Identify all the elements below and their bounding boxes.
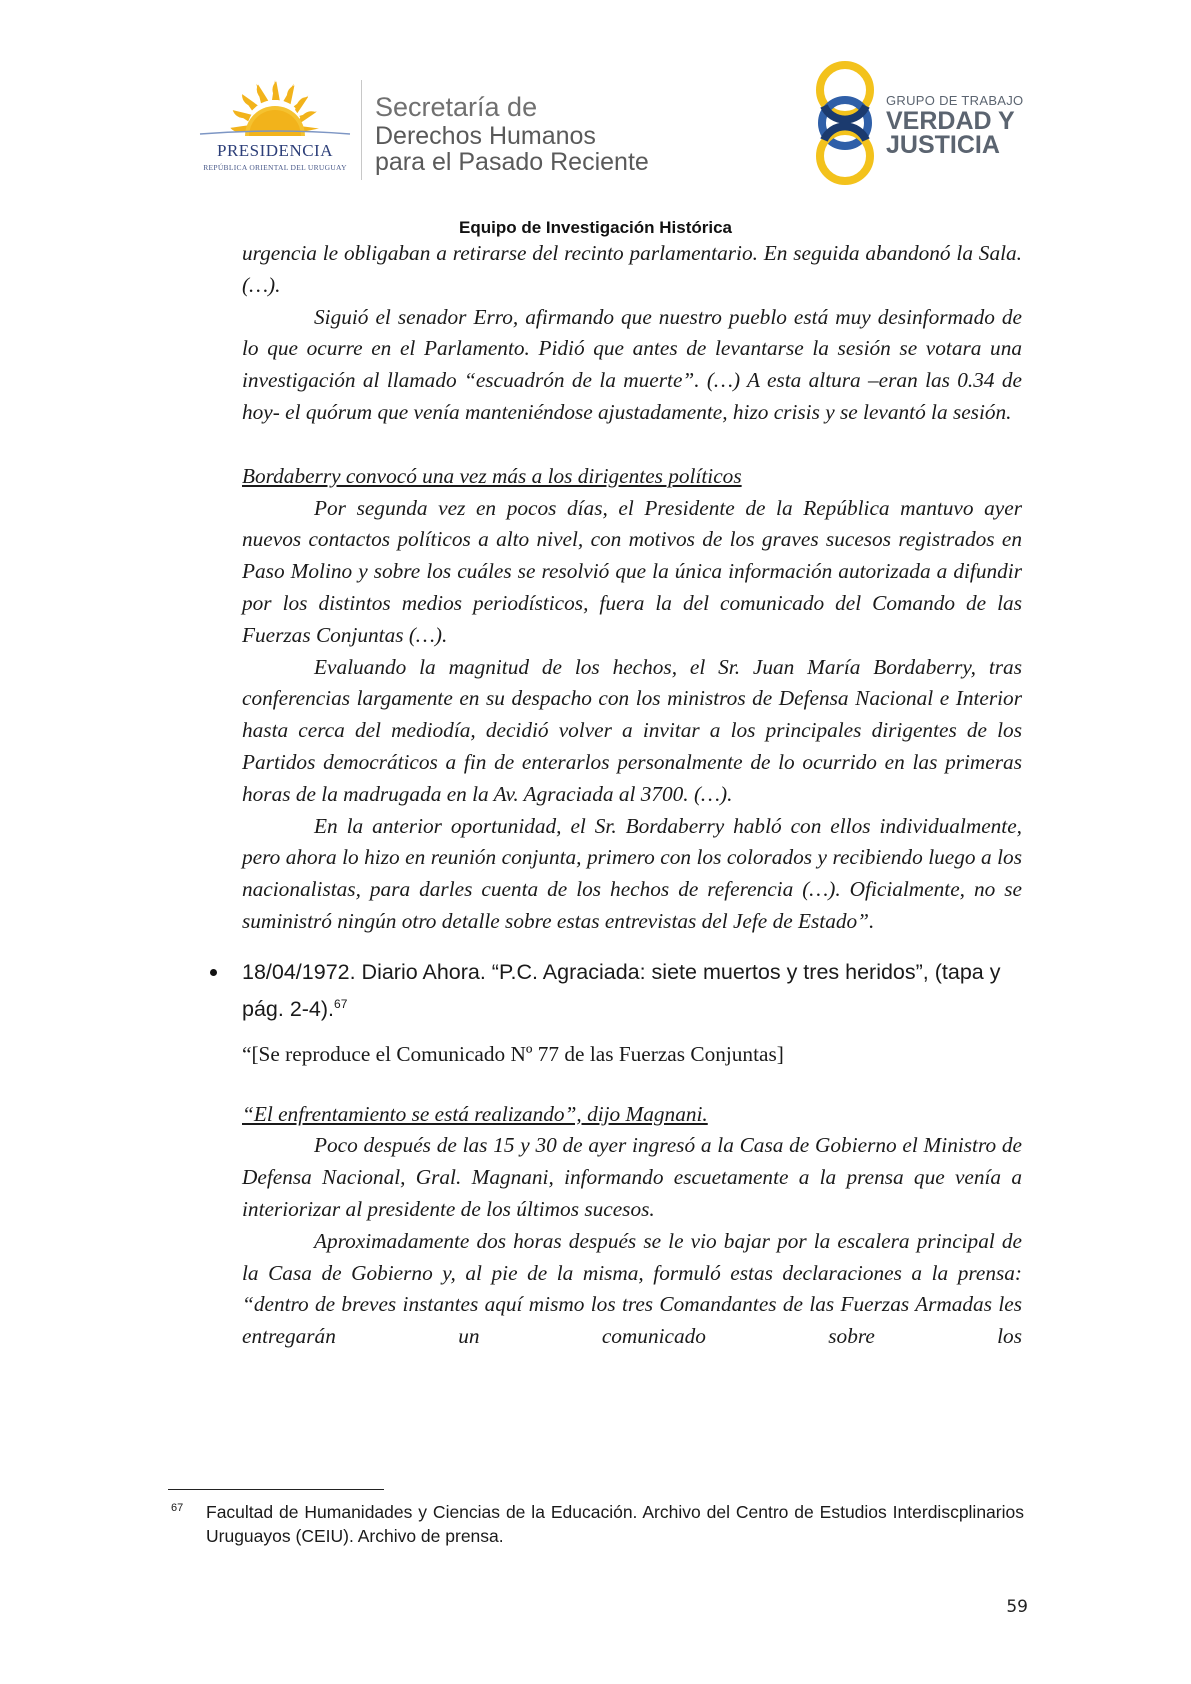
presidencia-name: PRESIDENCIA (216, 141, 333, 160)
subheading-bordaberry: Bordaberry convocó una vez más a los dirigentes políticos (242, 463, 742, 488)
bullet-icon (210, 969, 217, 976)
bullet-text (242, 956, 1022, 1025)
footnote-separator (168, 1489, 384, 1490)
page-header (0, 0, 1191, 237)
subheading-magnani: “El enfrentamiento se está realizando”, dijo Magnani. (242, 1101, 708, 1126)
secretaria-line-2: Derechos Humanos (375, 122, 596, 150)
grupo-line-2: VERDAD Y (886, 107, 1015, 135)
secretaria-line-3: para el Pasado Reciente (375, 148, 649, 176)
page-number: 59 (1006, 1597, 1028, 1617)
footnote-text: Facultad de Humanidades y Ciencias de la Educación. Archivo del Centro de Estudios Interdiscplinarios Uruguayos (CEIU). Archivo de prensa. (206, 1502, 1024, 1546)
paragraph-4: Evaluando la magnitud de los hechos, el Sr. Juan María Bordaberry, tras conferencias largamente en su despacho con los ministros de Defensa Nacional e Interior hasta cerca del mediodía, decidió volver a invitar a los principales dirigentes de los Partidos democráticos a fin de enterarlos personalmente de lo ocurrido en las primeras horas de la madrugada en la Av. Agraciada al 3700. (…). (242, 654, 1022, 806)
communique-note: “[Se reproduce el Comunicado Nº 77 de las Fuerzas Conjuntas] (242, 1041, 784, 1066)
footnote-reference[interactable]: 67 (334, 996, 348, 1011)
paragraph-7: Aproximadamente dos horas después se le vio bajar por la escalera principal de la Casa de Gobierno y, al pie de la misma, formuló estas declaraciones a la prensa: “dentro de breves instantes aquí mismo los tres Comandantes de las Fuerzas Armadas les entregarán un comunicado sobre los (242, 1228, 1022, 1349)
header-divider (361, 80, 362, 180)
team-title: Equipo de Investigación Histórica (459, 218, 732, 237)
document-body (242, 238, 1022, 1353)
paragraph-2: Siguió el senador Erro, afirmando que nuestro pueblo está muy desinformado de lo que ocurre en el Parlamento. Pidió que antes de levantarse la sesión se votara una investigación al llamado “escuadrón de la muerte”. (…) A esta altura –eran las 0.34 de hoy- el quórum que venía manteniéndose ajustadamente, hizo crisis y se levantó la sesión. (242, 304, 1022, 424)
paragraph-3: Por segunda vez en pocos días, el Presidente de la República mantuvo ayer nuevos contactos políticos a alto nivel, con motivos de los graves sucesos registrados en Paso Molino y sobre los cuáles se resolvió que la única información autorizada a difundir por los distintos medios periodísticos, fuera la del comunicado del Comando de las Fuerzas Conjuntas (…). (242, 495, 1022, 647)
bullet-item (242, 956, 1022, 1025)
paragraph-5: En la anterior oportunidad, el Sr. Bordaberry habló con ellos individualmente, pero ahora lo hizo en reunión conjunta, primero con los colorados y recibiendo luego a los nacionalistas, para darles cuenta de los hechos de referencia (…). Oficialmente, no se suministró ningún otro detalle sobre estas entrevistas del Jefe de Estado”. (242, 813, 1022, 933)
secretaria-line-1: Secretaría de (375, 92, 538, 122)
bullet-label: 18/04/1972. Diario Ahora. “P.C. Agraciada: siete muertos y tres heridos”, (tapa y pág. 2-4). (242, 959, 1001, 1021)
grupo-line-3: JUSTICIA (886, 131, 1000, 159)
presidencia-subtitle: REPÚBLICA ORIENTAL DEL URUGUAY (203, 163, 347, 172)
paragraph-6: Poco después de las 15 y 30 de ayer ingresó a la Casa de Gobierno el Ministro de Defensa Nacional, Gral. Magnani, informando escuetamente a la prensa que venía a interiorizar al presidente de los últimos sucesos. (242, 1133, 1022, 1222)
grupo-line-1: GRUPO DE TRABAJO (886, 93, 1024, 108)
paragraph-1: urgencia le obligaban a retirarse del recinto parlamentario. En seguida abandonó la Sala. (…). (242, 241, 1022, 297)
verdad-justicia-rings-logo-icon (805, 58, 885, 188)
footnote-number: 67 (171, 1502, 184, 1514)
